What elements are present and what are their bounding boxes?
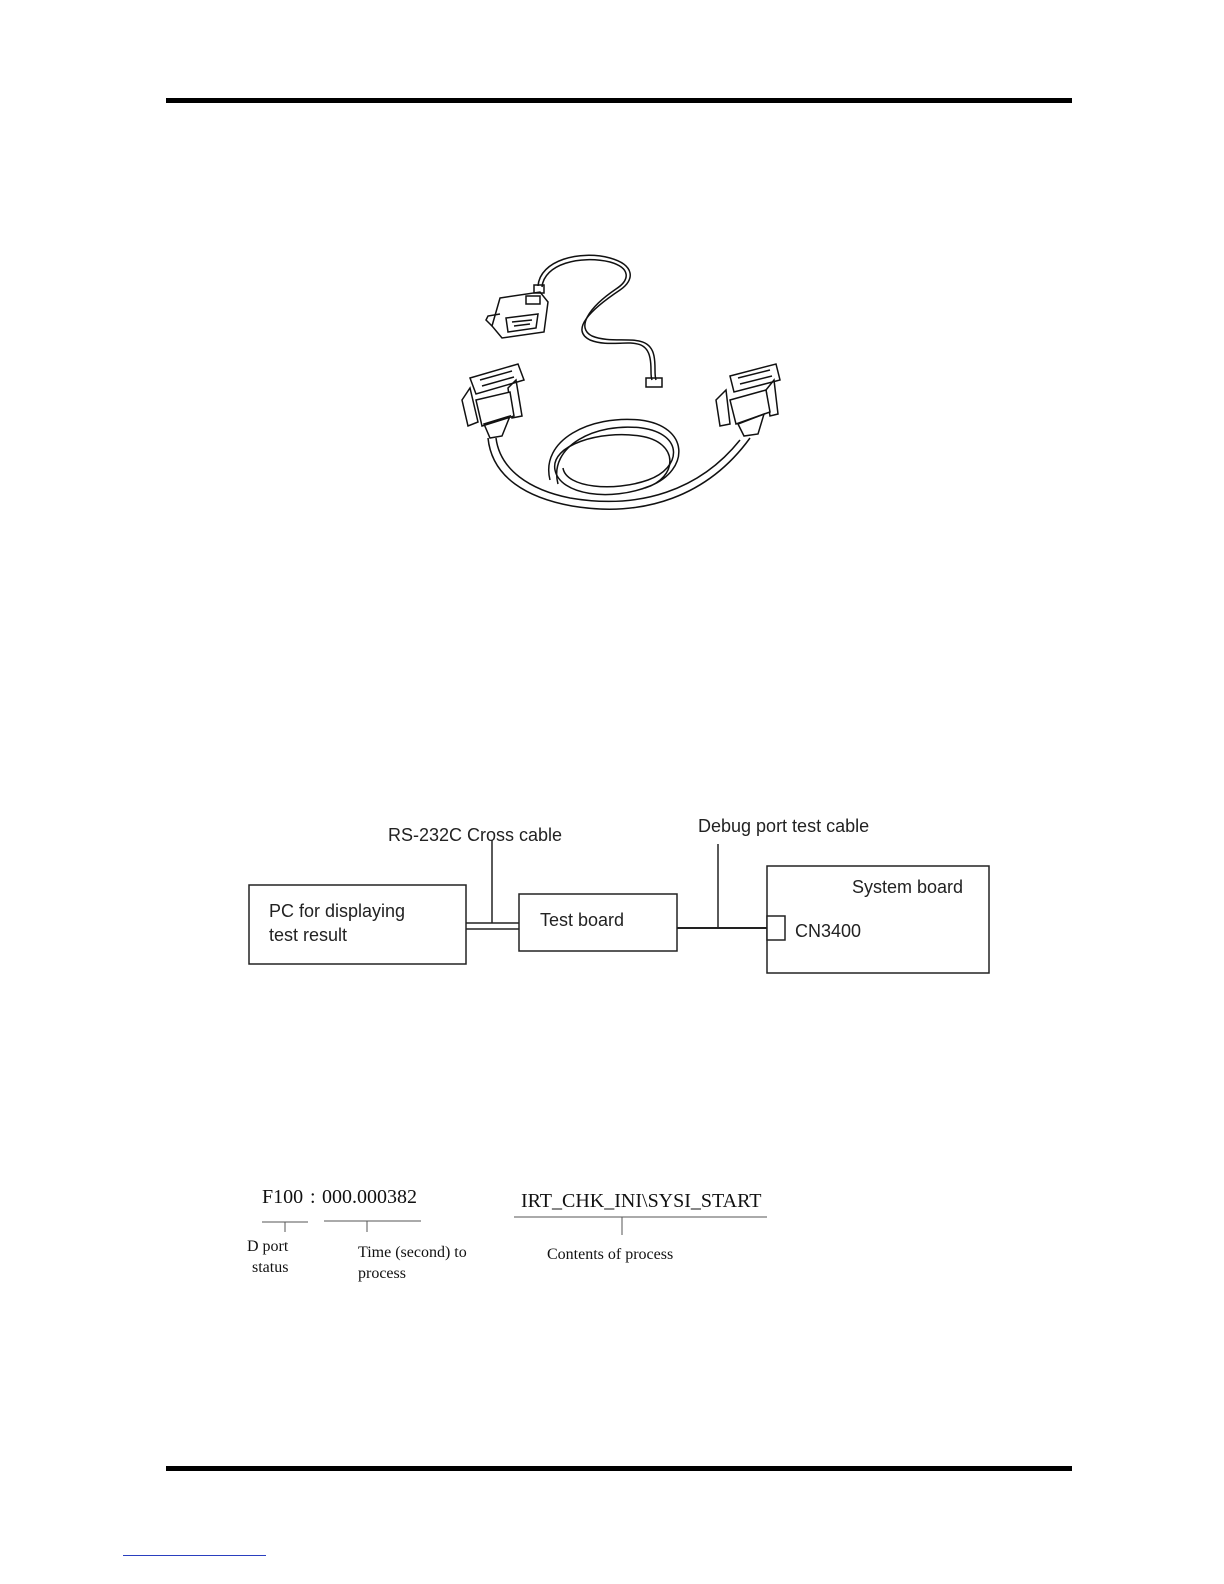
time-caption-line1: Time (second) to	[358, 1244, 467, 1261]
output-format-figure	[240, 1180, 800, 1290]
process-value: IRT_CHK_INI\SYSI_START	[521, 1190, 762, 1212]
cn3400-connector	[767, 916, 785, 940]
connector-label: CN3400	[795, 921, 862, 941]
process-caption: Contents of process	[547, 1246, 674, 1263]
header-rule	[166, 98, 1072, 103]
system-board-label: System board	[852, 877, 964, 897]
pc-box-line1: PC for displaying	[269, 901, 406, 921]
test-board-label: Test board	[540, 910, 625, 930]
dport-caption-line1: D port	[247, 1238, 289, 1255]
footer-rule	[166, 1466, 1072, 1471]
time-value: 000.000382	[322, 1186, 417, 1208]
debug-cable-illustration	[440, 240, 800, 515]
dport-value: F100	[262, 1186, 304, 1208]
separator: :	[310, 1186, 316, 1208]
dport-caption-line2: status	[252, 1259, 289, 1276]
cross-cable-label: RS-232C Cross cable	[388, 825, 563, 845]
footer-link-underline	[123, 1555, 266, 1556]
connection-diagram	[240, 810, 1000, 980]
pc-box-line2: test result	[269, 925, 348, 945]
debug-cable-label: Debug port test cable	[698, 816, 870, 836]
time-caption-line2: process	[358, 1265, 406, 1282]
